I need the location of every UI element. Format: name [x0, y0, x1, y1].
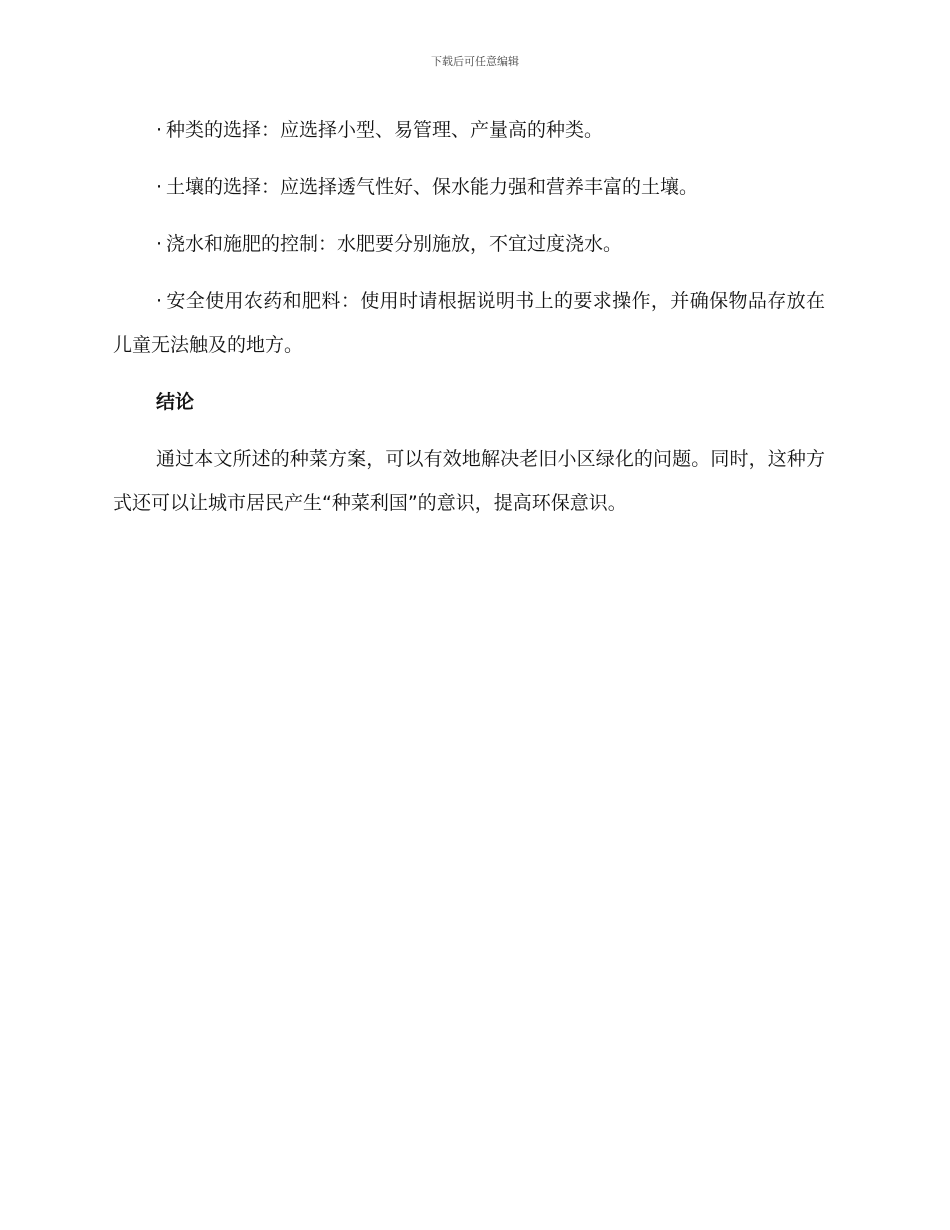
bullet-marker: · [156, 290, 163, 312]
bullet-item-safety [113, 279, 825, 367]
bullet-marker: · [156, 119, 163, 141]
bullet-text: 浇水和施肥的控制：水肥要分别施放，不宜过度浇水。 [166, 233, 623, 255]
conclusion-heading: 结论 [156, 391, 195, 413]
bullet-item-species [113, 108, 825, 152]
document-body [113, 108, 825, 538]
bullet-item-watering [113, 222, 825, 266]
bullet-text: 土壤的选择：应选择透气性好、保水能力强和营养丰富的土壤。 [166, 176, 699, 198]
bullet-marker: · [156, 233, 163, 255]
bullet-item-soil [113, 165, 825, 209]
bullet-text: 种类的选择：应选择小型、易管理、产量高的种类。 [166, 119, 604, 141]
bullet-text: 安全使用农药和肥料：使用时请根据说明书上的要求操作，并确保物品存放在儿童无法触及的地方。 [113, 290, 825, 356]
conclusion-paragraph: 通过本文所述的种菜方案，可以有效地解决老旧小区绿化的问题。同时，这种方式还可以让城市居民产生“种菜利国”的意识，提高环保意识。 [113, 448, 825, 514]
page-header-note: 下载后可任意编辑 [431, 55, 519, 68]
bullet-marker: · [156, 176, 163, 198]
